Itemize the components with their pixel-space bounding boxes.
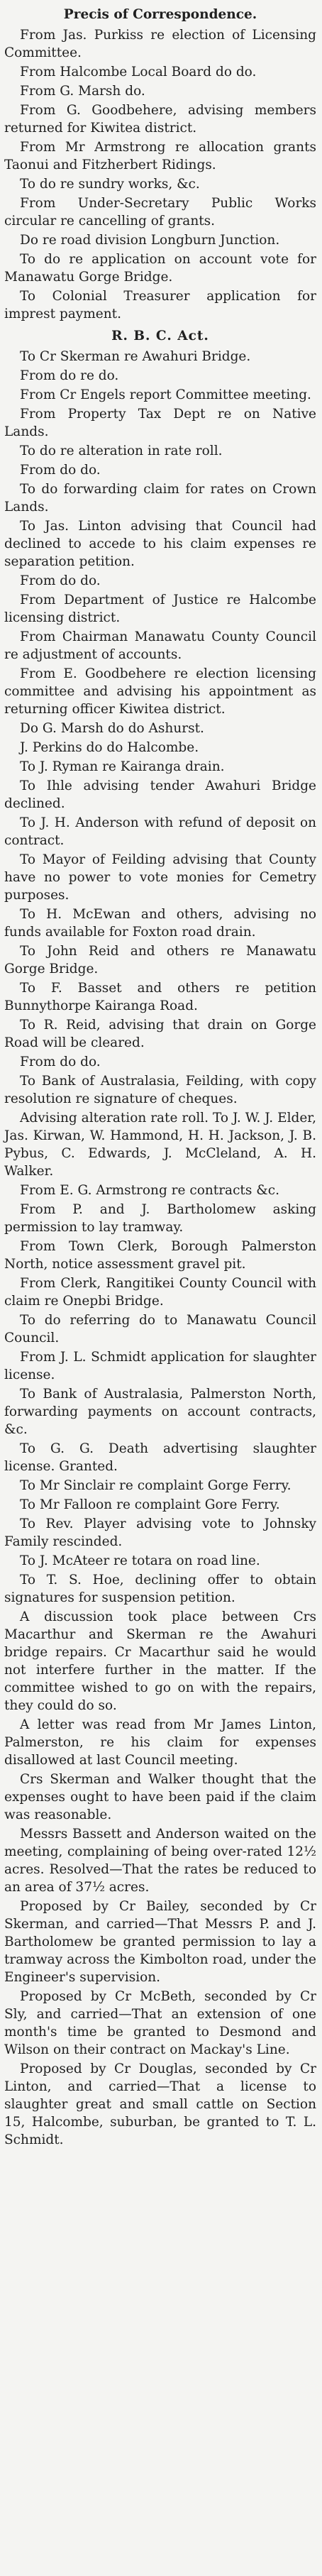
correspondence-paragraph: From E. G. Armstrong re contracts &c. (20, 1183, 279, 1198)
correspondence-paragraph: From do do. (20, 1055, 101, 1069)
correspondence-paragraph: To Mr Sinclair re complaint Gorge Ferry. (20, 1478, 292, 1493)
correspondence-paragraph: From J. L. Schmidt application for slaughter license. (4, 1350, 316, 1382)
correspondence-paragraph: To do forwarding claim for rates on Crown Lands. (4, 482, 316, 514)
correspondence-paragraph: From do re do. (20, 368, 119, 383)
correspondence-paragraph: From Town Clerk, Borough Palmerston North, notice assessment gravel pit. (4, 1239, 316, 1272)
correspondence-paragraph: To Mr Falloon re complaint Gore Ferry. (20, 1497, 280, 1512)
correspondence-paragraph: To John Reid and others re Manawatu Gorge Bridge. (4, 944, 316, 976)
correspondence-paragraph: From Mr Armstrong re allocation grants Taonui and Fitzherbert Ridings. (4, 140, 316, 172)
correspondence-paragraph: To Colonial Treasurer application for imprest payment. (4, 289, 316, 321)
correspondence-paragraph: From G. Goodbehere, advising members returned for Kiwitea district. (4, 103, 316, 136)
correspondence-paragraph: Do re road division Longburn Junction. (20, 233, 280, 248)
correspondence-paragraph: To J. McAteer re totara on road line. (20, 1553, 260, 1568)
correspondence-paragraph: To do referring do to Manawatu Council Council. (4, 1313, 316, 1345)
correspondence-paragraph: From Halcombe Local Board do do. (20, 65, 257, 79)
correspondence-paragraph: From Property Tax Dept re on Native Lands. (4, 407, 316, 439)
correspondence-paragraph: To J. Ryman re Kairanga drain. (20, 759, 225, 774)
correspondence-paragraph: From Department of Justice re Halcombe licensing district. (4, 593, 316, 625)
correspondence-paragraph: Crs Skerman and Walker thought that the expenses ought to have been paid if the claim was reasonable. (4, 1772, 316, 1822)
correspondence-paragraph: To Rev. Player advising vote to Johnsky Family rescinded. (4, 1517, 316, 1549)
correspondence-paragraph: J. Perkins do do Halcombe. (20, 740, 199, 755)
correspondence-paragraph: Advising alteration rate roll. To J. W. J. Elder, Jas. Kirwan, W. Hammond, H. H. Jackson, J. B. Pybus, C. Edwards, J. McCleland, A. H. Walker. (4, 1111, 316, 1179)
correspondence-paragraph: From do do. (20, 573, 101, 588)
correspondence-paragraph: To Ihle advising tender Awahuri Bridge declined. (4, 778, 316, 811)
correspondence-paragraph: From P. and J. Bartholomew asking permission to lay tramway. (4, 1202, 316, 1235)
correspondence-paragraph: From G. Marsh do. (20, 84, 145, 99)
correspondence-paragraph: A letter was read from Mr James Linton, Palmerston, re his claim for expenses disallowed at last Council meeting. (4, 1717, 316, 1768)
correspondence-paragraph: To J. H. Anderson with refund of deposit on contract. (4, 815, 316, 848)
correspondence-paragraph: To do re sundry works, &c. (20, 177, 200, 192)
correspondence-paragraph: To do re application on account vote for Manawatu Gorge Bridge. (4, 252, 316, 285)
paragraphs-after-section (4, 348, 316, 2149)
correspondence-paragraph: Proposed by Cr Douglas, seconded by Cr Linton, and carried—That a license to slaughter great and small cattle on Section 15, Halcombe, suburban, be granted to T. L. Schmidt. (4, 2062, 316, 2147)
correspondence-paragraph: Do G. Marsh do do Ashurst. (20, 721, 204, 736)
correspondence-paragraph: To Jas. Linton advising that Council had declined to accede to his claim expenses re separation petition. (4, 519, 316, 569)
correspondence-paragraph: To H. McEwan and others, advising no funds available for Foxton road drain. (4, 907, 316, 940)
correspondence-paragraph: To T. S. Hoe, declining offer to obtain signatures for suspension petition. (4, 1573, 316, 1605)
correspondence-paragraph: To Mayor of Feilding advising that County have no power to vote monies for Cemetry purposes. (4, 852, 316, 903)
paragraphs-before-section (4, 26, 316, 323)
correspondence-paragraph: Proposed by Cr McBeth, seconded by Cr Sly, and carried—That an extension of one month's time be granted to Desmond and Wilson on their contract on Mackay's Line. (4, 1989, 316, 2057)
correspondence-paragraph: From Chairman Manawatu County Council re adjustment of accounts. (4, 629, 316, 662)
article-heading: Precis of Correspondence. (63, 7, 257, 22)
correspondence-paragraph: To Bank of Australasia, Feilding, with copy resolution re signature of cheques. (4, 1074, 316, 1106)
correspondence-paragraph: From E. Goodbehere re election licensing committee and advising his appointment as returning officer Kiwitea district. (4, 666, 316, 717)
correspondence-paragraph: To G. G. Death advertising slaughter license. Granted. (4, 1441, 316, 1474)
correspondence-paragraph: From Under-Secretary Public Works circular re cancelling of grants. (4, 196, 316, 229)
correspondence-paragraph: To F. Basset and others re petition Bunnythorpe Kairanga Road. (4, 981, 316, 1013)
correspondence-paragraph: From Cr Engels report Committee meeting. (20, 387, 311, 402)
correspondence-paragraph: To Bank of Australasia, Palmerston North, forwarding payments on account contracts, &c. (4, 1387, 316, 1437)
correspondence-paragraph: A discussion took place between Crs Macarthur and Skerman re the Awahuri bridge repairs. Cr Macarthur said he would not interfere further in the matter. If the committee wished to go on with the repairs, they could do so. (4, 1609, 316, 1713)
correspondence-paragraph: To do re alteration in rate roll. (20, 444, 223, 458)
correspondence-paragraph: Messrs Bassett and Anderson waited on the meeting, complaining of being over-rated 12½ acres. Resolved—That the rates be reduced to an area of 37½ acres. (4, 1827, 316, 1895)
correspondence-paragraph: From Clerk, Rangitikei County Council with claim re Onepbi Bridge. (4, 1276, 316, 1309)
correspondence-paragraph: To Cr Skerman re Awahuri Bridge. (20, 349, 251, 364)
correspondence-paragraph: From do do. (20, 463, 101, 478)
section-heading: R. B. C. Act. (111, 329, 209, 343)
correspondence-paragraph: To R. Reid, advising that drain on Gorge Road will be cleared. (4, 1018, 316, 1050)
correspondence-paragraph: Proposed by Cr Bailey, seconded by Cr Skerman, and carried—That Messrs P. and J. Bartholomew be granted permission to lay a tramway across the Kimbolton road, under the Engineer's supervision. (4, 1899, 316, 1985)
correspondence-article (4, 6, 316, 2150)
correspondence-paragraph: From Jas. Purkiss re election of Licensing Committee. (4, 28, 316, 60)
